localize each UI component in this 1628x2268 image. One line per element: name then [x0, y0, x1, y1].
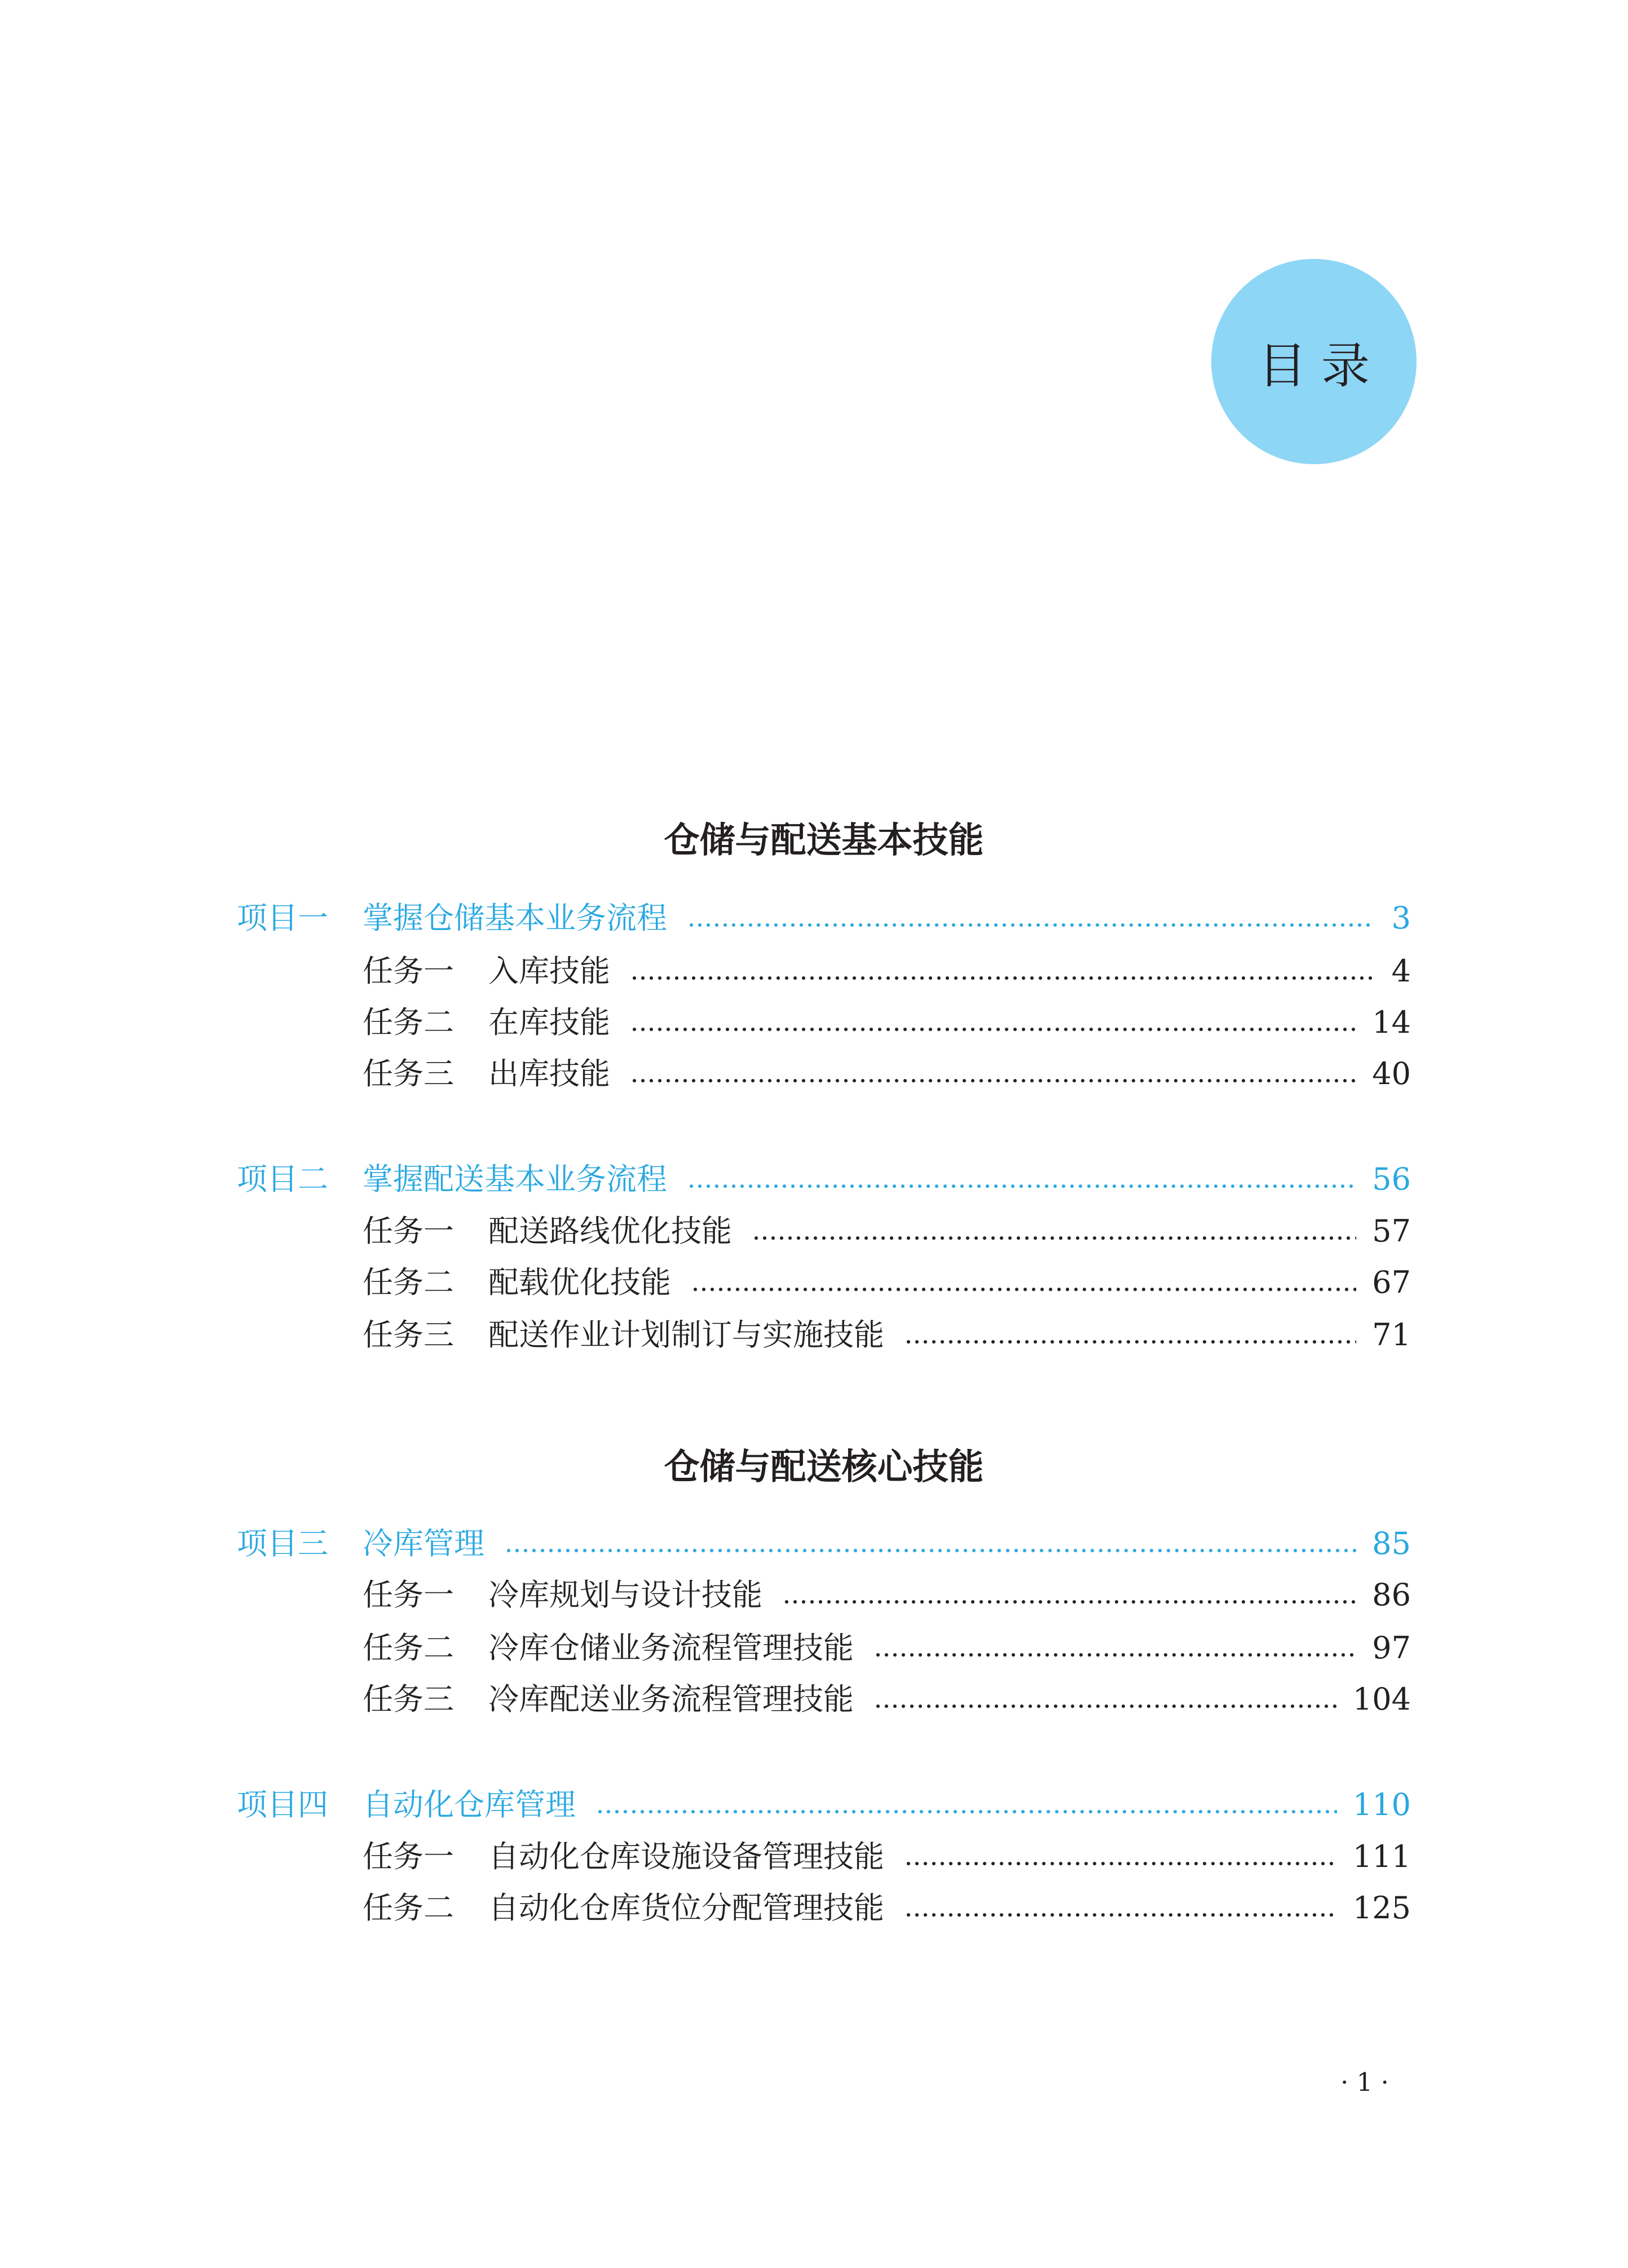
task-page: 111 [1352, 1839, 1411, 1874]
project-title: 掌握配送基本业务流程 [363, 1161, 667, 1197]
toc-task-row [363, 1257, 1411, 1309]
dot-leader [905, 1831, 1337, 1883]
toc-task-row [363, 1048, 1411, 1100]
project-title: 掌握仓储基本业务流程 [363, 900, 667, 936]
toc-task-row [363, 1674, 1411, 1725]
task-label: 任务一 [363, 1577, 454, 1613]
task-page: 86 [1372, 1577, 1411, 1613]
task-label: 任务一 [363, 953, 454, 989]
project-page: 85 [1372, 1526, 1411, 1561]
dot-leader [596, 1779, 1337, 1831]
dot-leader [687, 892, 1373, 944]
dot-leader [905, 1309, 1356, 1361]
dot-leader [630, 945, 1373, 997]
project-label: 项目一 [237, 900, 328, 936]
toc-task-row [363, 945, 1411, 997]
project-title: 冷库管理 [363, 1526, 484, 1561]
toc-task-row [363, 1205, 1411, 1257]
task-title: 在库技能 [488, 1005, 610, 1040]
task-page: 125 [1352, 1890, 1411, 1926]
task-page: 97 [1372, 1630, 1411, 1666]
task-title: 配送路线优化技能 [488, 1213, 732, 1249]
task-label: 任务二 [363, 1005, 454, 1040]
task-page: 67 [1372, 1265, 1411, 1300]
task-label: 任务一 [363, 1213, 454, 1249]
task-label: 任务三 [363, 1681, 454, 1717]
project-page: 3 [1391, 900, 1411, 936]
task-page: 104 [1352, 1681, 1411, 1717]
project-page: 110 [1352, 1787, 1411, 1822]
project-label: 项目三 [237, 1526, 328, 1561]
dot-leader [752, 1205, 1356, 1257]
toc-task-row [363, 1309, 1411, 1361]
toc-task-row [363, 1882, 1411, 1934]
toc-task-row [363, 1569, 1411, 1621]
toc-project-row [237, 1153, 1411, 1205]
task-label: 任务一 [363, 1839, 454, 1874]
toc-task-row [363, 1831, 1411, 1883]
section-heading: 仓储与配送核心技能 [664, 1446, 984, 1487]
dot-leader [630, 1048, 1356, 1100]
task-label: 任务二 [363, 1265, 454, 1300]
project-page: 56 [1372, 1161, 1411, 1197]
task-page: 4 [1391, 953, 1411, 989]
task-page: 57 [1372, 1213, 1411, 1249]
section-heading: 仓储与配送基本技能 [664, 819, 984, 861]
project-label: 项目四 [237, 1787, 328, 1822]
task-page: 71 [1372, 1317, 1411, 1353]
dot-leader [783, 1569, 1356, 1621]
task-title: 自动化仓库货位分配管理技能 [488, 1890, 884, 1926]
task-title: 出库技能 [488, 1056, 610, 1091]
task-title: 配送作业计划制订与实施技能 [488, 1317, 884, 1353]
toc-project-row [237, 1518, 1411, 1570]
toc-task-row [363, 997, 1411, 1049]
dot-leader [874, 1622, 1356, 1674]
task-label: 任务二 [363, 1890, 454, 1926]
dot-leader [691, 1257, 1356, 1309]
task-page: 14 [1372, 1005, 1411, 1040]
task-title: 入库技能 [488, 953, 610, 989]
task-label: 任务三 [363, 1056, 454, 1091]
task-title: 冷库配送业务流程管理技能 [488, 1681, 854, 1717]
toc-task-row [363, 1622, 1411, 1674]
task-label: 任务二 [363, 1630, 454, 1666]
task-label: 任务三 [363, 1317, 454, 1353]
task-page: 40 [1372, 1056, 1411, 1091]
task-title: 冷库仓储业务流程管理技能 [488, 1630, 854, 1666]
dot-leader [874, 1674, 1337, 1725]
dot-leader [630, 997, 1356, 1049]
toc-project-row [237, 1779, 1411, 1831]
dot-leader [505, 1518, 1356, 1570]
page-title: 目录 [1258, 338, 1384, 394]
page-number: · 1 · [1340, 2067, 1389, 2097]
project-title: 自动化仓库管理 [363, 1787, 576, 1822]
project-label: 项目二 [237, 1161, 328, 1197]
task-title: 配载优化技能 [488, 1265, 671, 1300]
toc-project-row [237, 892, 1411, 944]
toc-title-circle [1211, 259, 1417, 464]
task-title: 冷库规划与设计技能 [488, 1577, 762, 1613]
dot-leader [687, 1153, 1356, 1205]
task-title: 自动化仓库设施设备管理技能 [488, 1839, 884, 1874]
dot-leader [905, 1882, 1337, 1934]
